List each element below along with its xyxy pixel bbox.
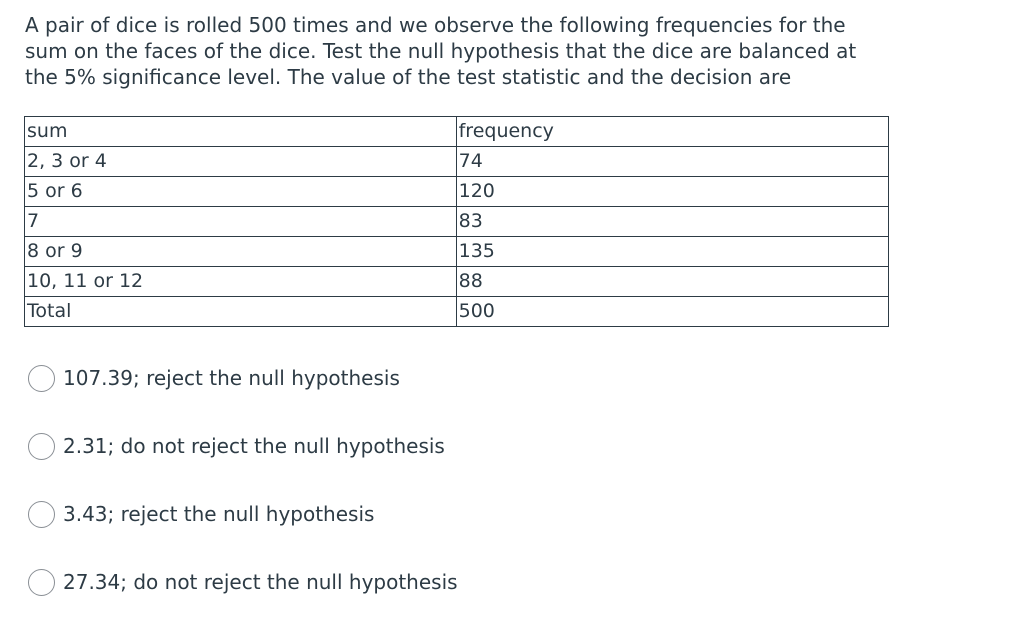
frequency-table (24, 116, 889, 327)
answer-option-4[interactable] (28, 564, 728, 600)
table-cell-frequency: 88 (456, 267, 888, 297)
table-cell-frequency: 120 (456, 177, 888, 207)
table-row (25, 147, 889, 177)
answer-options (28, 360, 728, 600)
radio-button[interactable] (28, 569, 55, 596)
answer-option-1[interactable] (28, 360, 728, 396)
table-cell-frequency: 500 (456, 297, 888, 327)
table-cell-sum: 5 or 6 (25, 177, 457, 207)
table-header-sum: sum (25, 117, 457, 147)
answer-option-label[interactable]: 107.39; reject the null hypothesis (63, 366, 400, 390)
table-header-row (25, 117, 889, 147)
table-row-total (25, 297, 889, 327)
answer-option-label[interactable]: 3.43; reject the null hypothesis (63, 502, 375, 526)
radio-button[interactable] (28, 365, 55, 392)
answer-option-2[interactable] (28, 428, 728, 464)
table-cell-sum: 7 (25, 207, 457, 237)
table-cell-sum: 10, 11 or 12 (25, 267, 457, 297)
radio-button[interactable] (28, 433, 55, 460)
table-header-frequency: frequency (456, 117, 888, 147)
table-cell-sum: 8 or 9 (25, 237, 457, 267)
table-row (25, 267, 889, 297)
question-text: A pair of dice is rolled 500 times and we observe the following frequencies for the sum on the faces of the dice. Test the null hypothesis that the dice are balanced at the 5% significance level. The value of the test statistic and the decision are (25, 13, 857, 89)
table-row (25, 237, 889, 267)
answer-option-3[interactable] (28, 496, 728, 532)
table-cell-sum: Total (25, 297, 457, 327)
table-cell-frequency: 135 (456, 237, 888, 267)
answer-option-label[interactable]: 2.31; do not reject the null hypothesis (63, 434, 445, 458)
table-row (25, 207, 889, 237)
table-cell-sum: 2, 3 or 4 (25, 147, 457, 177)
radio-button[interactable] (28, 501, 55, 528)
answer-option-label[interactable]: 27.34; do not reject the null hypothesis (63, 570, 458, 594)
table-cell-frequency: 74 (456, 147, 888, 177)
table-row (25, 177, 889, 207)
table-cell-frequency: 83 (456, 207, 888, 237)
